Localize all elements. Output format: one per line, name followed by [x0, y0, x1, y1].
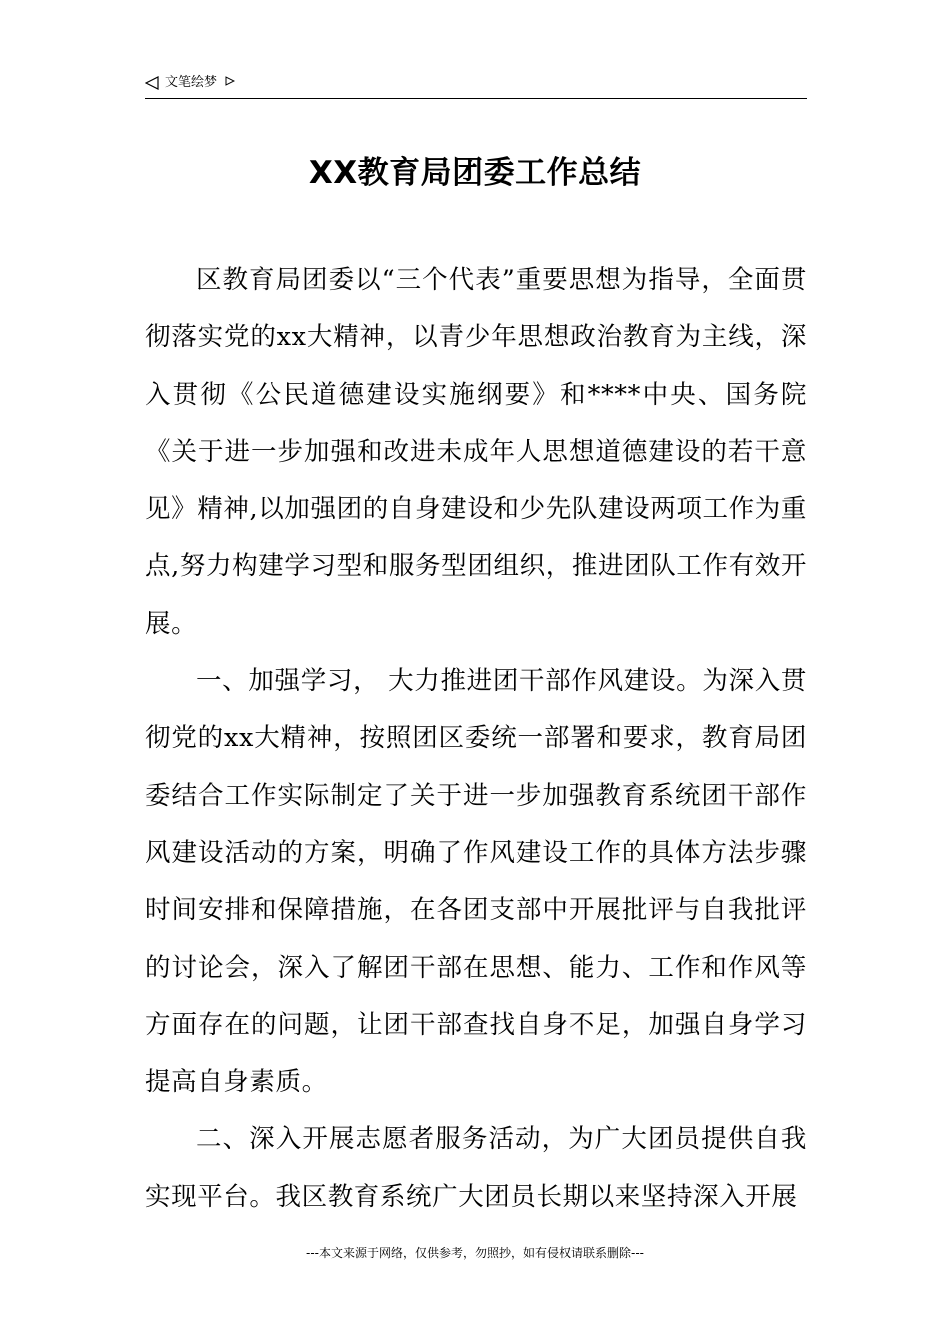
paragraph-section-one: 一、加强学习， 大力推进团干部作风建设。为深入贯彻党的xx大精神，按照团区委统一部署和要求，教育局团委结合工作实际制定了关于进一步加强教育系统团干部作风建设活动的方案，明确了作风建设工作的具体方法步骤时间安排和保障措施，在各团支部中开展批评与自我批评的讨论会，深入了解团干部在思想、能力、工作和作风等方面存在的问题，让团干部查找自身不足，加强自身学习提高自身素质。 [145, 666, 807, 1098]
triangle-left-outline-icon [145, 76, 159, 90]
paragraph-section-two: 二、深入开展志愿者服务活动，为广大团员提供自我实现平台。我区教育系统广大团员长期以来坚持深入开展 [145, 1124, 807, 1212]
paragraph-intro: 区教育局团委以“三个代表”重要思想为指导，全面贯彻落实党的xx大精神，以青少年思想政治教育为主线，深入贯彻《公民道德建设实施纲要》和****中央、国务院《关于进一步加强和改进未成年人思想道德建设的若干意见》精神,以加强团的自身建设和少先队建设两项工作为重点,努力构建学习型和服务型团组织，推进团队工作有效开展。 [145, 265, 807, 639]
header-brand [145, 74, 235, 92]
document-body [145, 252, 807, 1226]
page-footer-disclaimer: ---本文来源于网络，仅供参考，勿照抄，如有侵权请联系删除--- [306, 1246, 644, 1260]
header-label: 文笔绘梦 [165, 75, 218, 90]
triangle-right-outline-icon [225, 76, 235, 86]
document-title: XX教育局团委工作总结 [308, 154, 642, 191]
page-header [145, 72, 807, 99]
